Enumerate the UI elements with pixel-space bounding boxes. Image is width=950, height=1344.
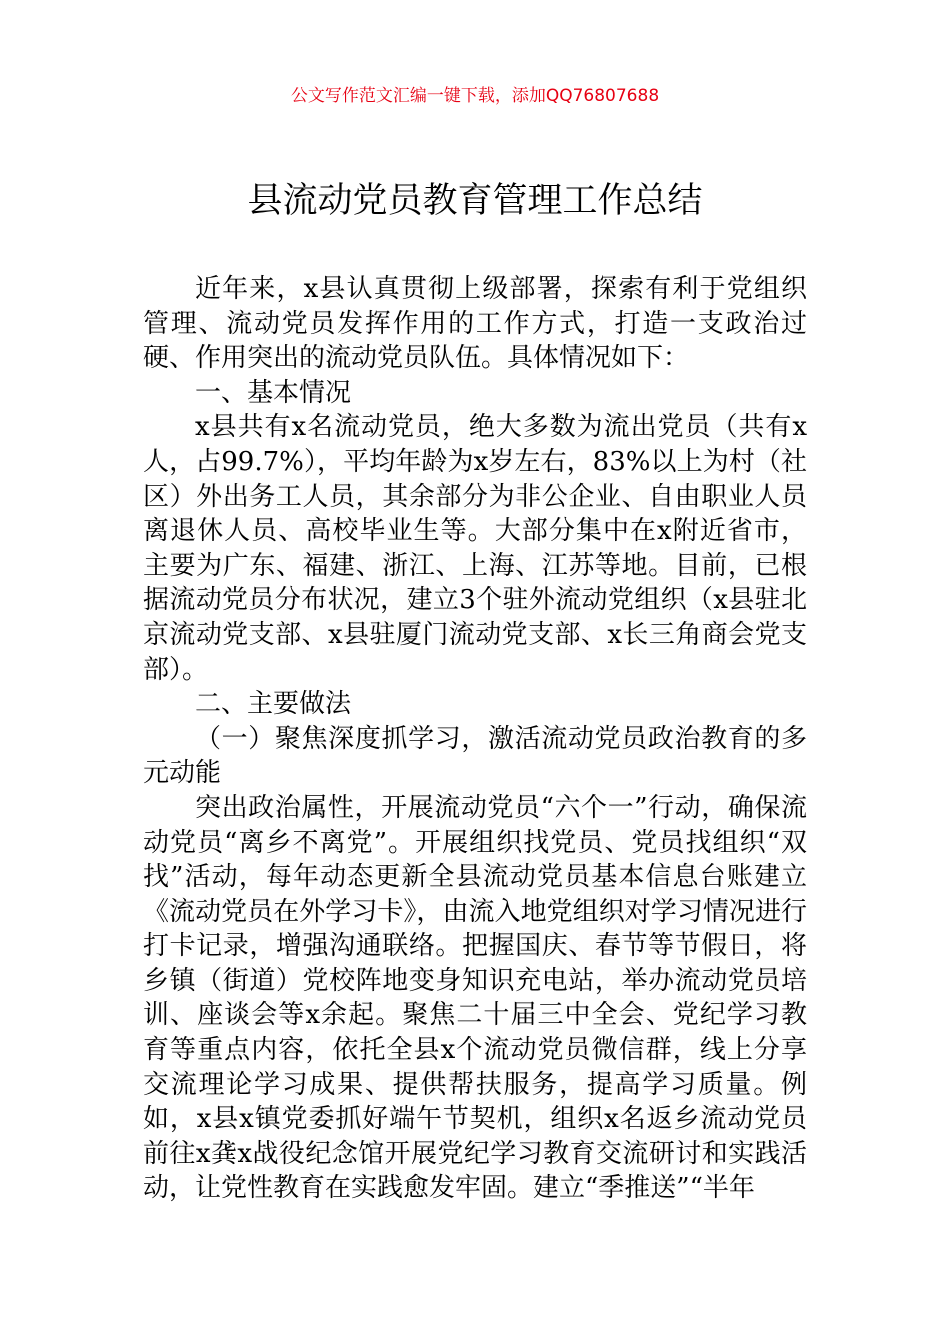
- basic-situation-paragraph: x县共有x名流动党员，绝大多数为流出党员（共有x人，占99.7%），平均年龄为x岁左右，83%以上为村（社区）外出务工人员，其余部分为非公企业、自由职业人员离退休人员、高校毕业生等。大部分集中在x附近省市，主要为广东、福建、浙江、上海、江苏等地。目前，已根据流动党员分布状况，建立3个驻外流动党组织（x县驻北京流动党支部、x县驻厦门流动党支部、x长三角商会党支部）。: [143, 412, 807, 685]
- study-paragraph: 突出政治属性，开展流动党员“六个一”行动，确保流动党员“离乡不离党”。开展组织找党员、党员找组织“双找”活动，每年动态更新全县流动党员基本信息台账建立《流动党员在外学习卡》，由流入地党组织对学习情况进行打卡记录，增强沟通联络。把握国庆、春节等节假日，将乡镇（街道）党校阵地变身知识充电站，举办流动党员培训、座谈会等x余起。聚焦二十届三中全会、党纪学习教育等重点内容，依托全县x个流动党员微信群，线上分享交流理论学习成果、提供帮扶服务，提高学习质量。例如，x县x镇党委抓好端午节契机，组织x名返乡流动党员前往x龚x战役纪念馆开展党纪学习教育交流研讨和实践活动，让党性教育在实践愈发牢固。建立“季推送”“半年: [143, 792, 807, 1204]
- download-banner: 公文写作范文汇编一键下载，添加QQ76807688: [290, 86, 660, 106]
- intro-paragraph: 近年来，x县认真贯彻上级部署，探索有利于党组织管理、流动党员发挥作用的工作方式，打造一支政治过硬、作用突出的流动党员队伍。具体情况如下：: [143, 274, 807, 374]
- document-body: [143, 272, 807, 1206]
- subsection-heading-study: （一）聚焦深度抓学习，激活流动党员政治教育的多元动能: [143, 723, 807, 789]
- section-heading-basic-situation: 一、基本情况: [195, 377, 352, 408]
- section-heading-main-practices: 二、主要做法: [195, 689, 352, 720]
- document-title: 县流动党员教育管理工作总结: [247, 181, 703, 221]
